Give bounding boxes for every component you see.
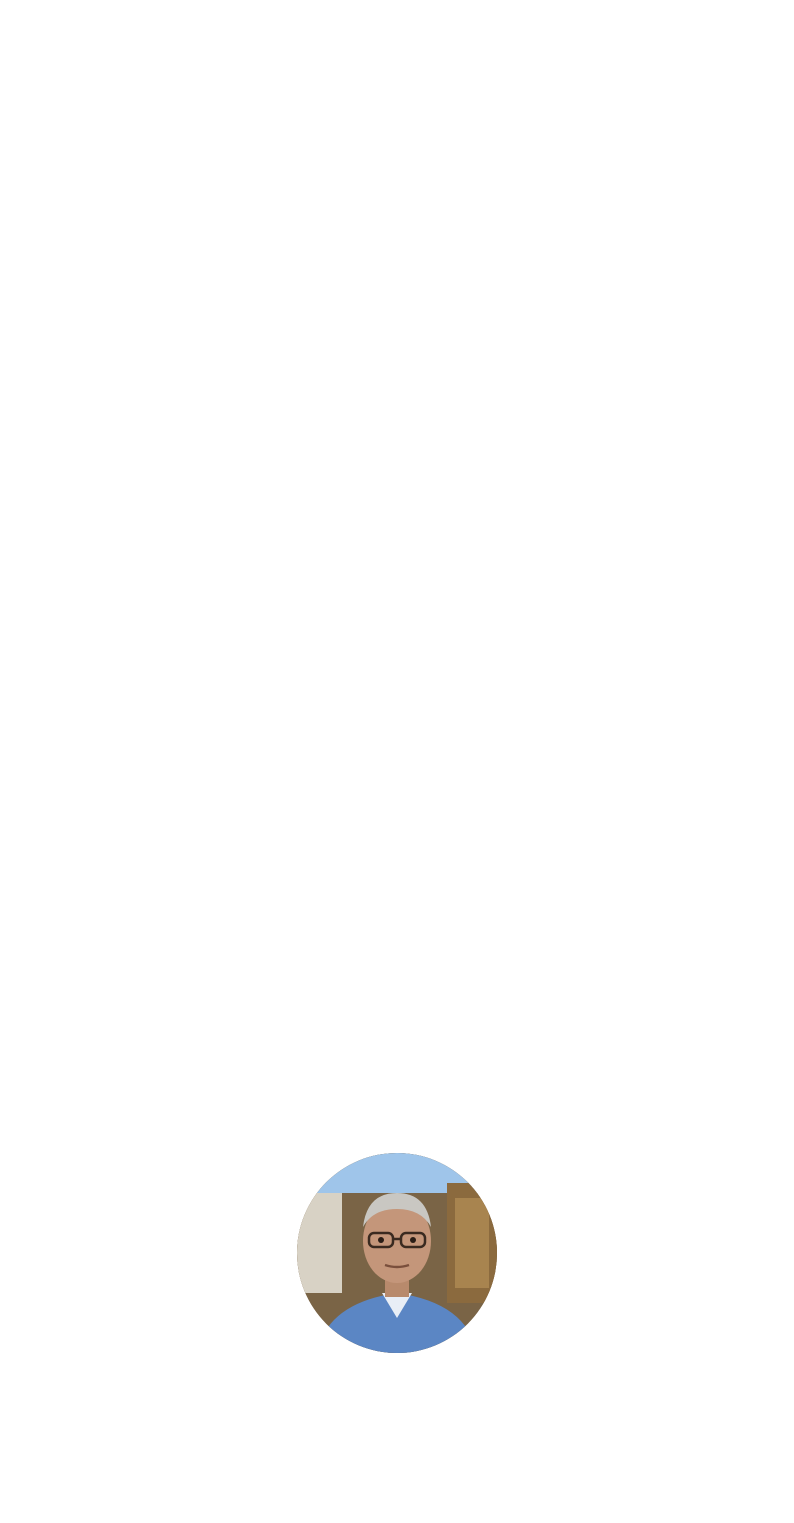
portrait-image: [297, 1153, 497, 1353]
simplex-document: [8, 0, 788, 76]
author-photo: [297, 1153, 497, 1353]
solution-line: [8, 24, 788, 42]
profit-line: [8, 58, 788, 76]
